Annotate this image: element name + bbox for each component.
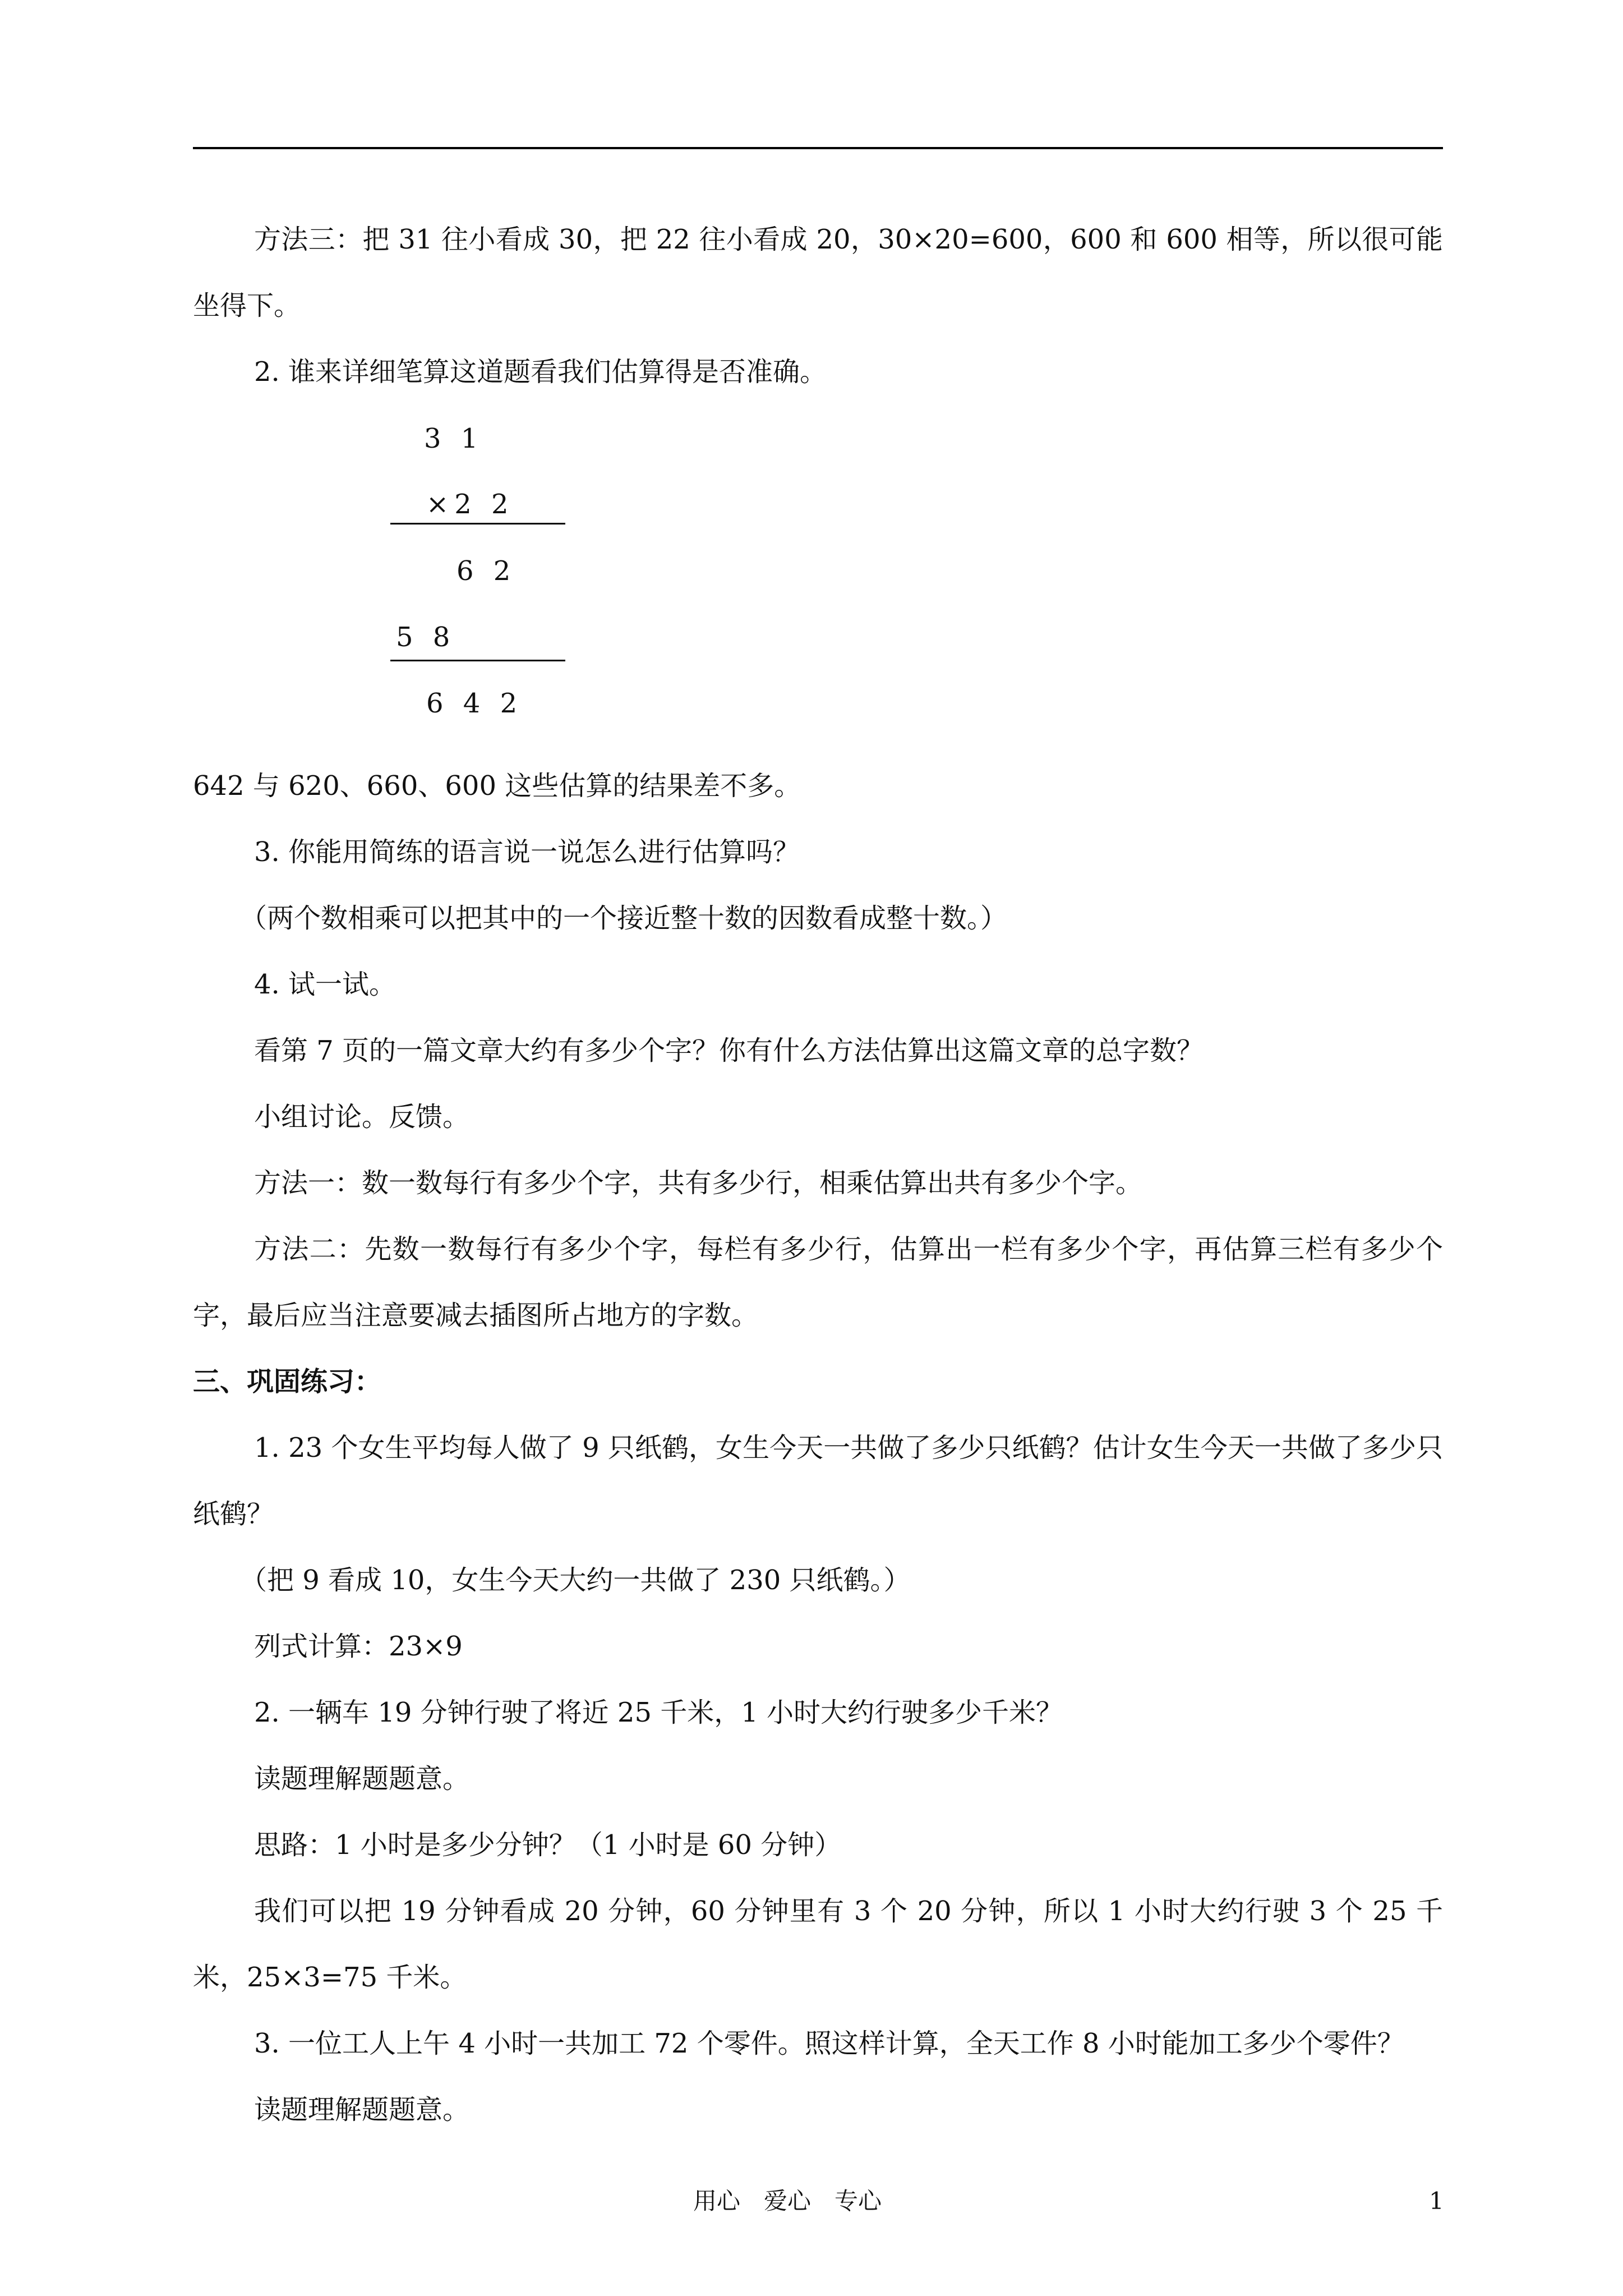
- calc-rule-1: [390, 523, 565, 524]
- calc-partial-product-1: 6 2: [457, 555, 517, 587]
- paragraph-method-two: 方法二：先数一数每行有多少个字，每栏有多少行，估算出一栏有多少个字，再估算三栏有多少个字，最后应当注意要减去插图所占地方的字数。: [193, 1234, 1443, 1331]
- paragraph-method-one: 方法一：数一数每行有多少个字，共有多少行，相乘估算出共有多少个字。: [254, 1167, 1143, 1199]
- paragraph-read-question: 读题理解题题意。: [254, 1763, 470, 1795]
- paragraph-exercise-2-solution: 我们可以把 19 分钟看成 20 分钟，60 分钟里有 3 个 20 分钟，所以 1 小时大约行驶 3 个 25 千米，25×3=75 千米。: [193, 1895, 1443, 1993]
- paragraph-exercise-1-formula: 列式计算：23×9: [254, 1631, 463, 1662]
- paragraph-group-discussion: 小组讨论。反馈。: [254, 1101, 470, 1133]
- paragraph-exercise-3: 3. 一位工人上午 4 小时一共加工 72 个零件。照这样计算，全天工作 8 小时能加工多少个零件？: [254, 2028, 1404, 2059]
- paragraph-read-question-2: 读题理解题题意。: [254, 2094, 470, 2125]
- header-rule: [193, 147, 1443, 149]
- paragraph-exercise-2: 2. 一辆车 19 分钟行驶了将近 25 千米，1 小时大约行驶多少千米？: [254, 1697, 1063, 1728]
- calc-multiplier: ×2 2: [426, 489, 514, 520]
- paragraph-question-2: 2. 谁来详细笔算这道题看我们估算得是否准确。: [254, 356, 827, 388]
- paragraph-try: 4. 试一试。: [254, 969, 396, 1000]
- calc-result: 6 4 2: [426, 688, 523, 719]
- footer-motto: 用心 爱心 专心: [693, 2187, 882, 2215]
- calc-rule-2: [390, 660, 565, 661]
- section-3-title: 三、巩固练习：: [193, 1366, 382, 1397]
- paragraph-method-three: 方法三：把 31 往小看成 30，把 22 往小看成 20，30×20=600，600 和 600 相等，所以很可能坐得下。: [193, 224, 1443, 321]
- paragraph-answer-3: （两个数相乘可以把其中的一个接近整十数的因数看成整十数。）: [240, 903, 1008, 934]
- calc-partial-product-2: 5 8: [396, 622, 456, 653]
- paragraph-question-3: 3. 你能用简练的语言说一说怎么进行估算吗？: [254, 836, 800, 868]
- paragraph-page-7-question: 看第 7 页的一篇文章大约有多少个字？你有什么方法估算出这篇文章的总字数？: [254, 1035, 1204, 1066]
- paragraph-exercise-1-hint: （把 9 看成 10，女生今天大约一共做了 230 只纸鹤。）: [240, 1565, 911, 1596]
- calc-multiplicand: 3 1: [424, 423, 484, 454]
- paragraph-thinking: 思路：1 小时是多少分钟？（1 小时是 60 分钟）: [254, 1829, 842, 1861]
- paragraph-comparison: 642 与 620、660、600 这些估算的结果差不多。: [193, 770, 801, 802]
- paragraph-exercise-1: 1. 23 个女生平均每人做了 9 只纸鹤，女生今天一共做了多少只纸鹤？估计女生今天一共做了多少只纸鹤？: [193, 1432, 1443, 1530]
- page-number: 1: [1429, 2187, 1444, 2215]
